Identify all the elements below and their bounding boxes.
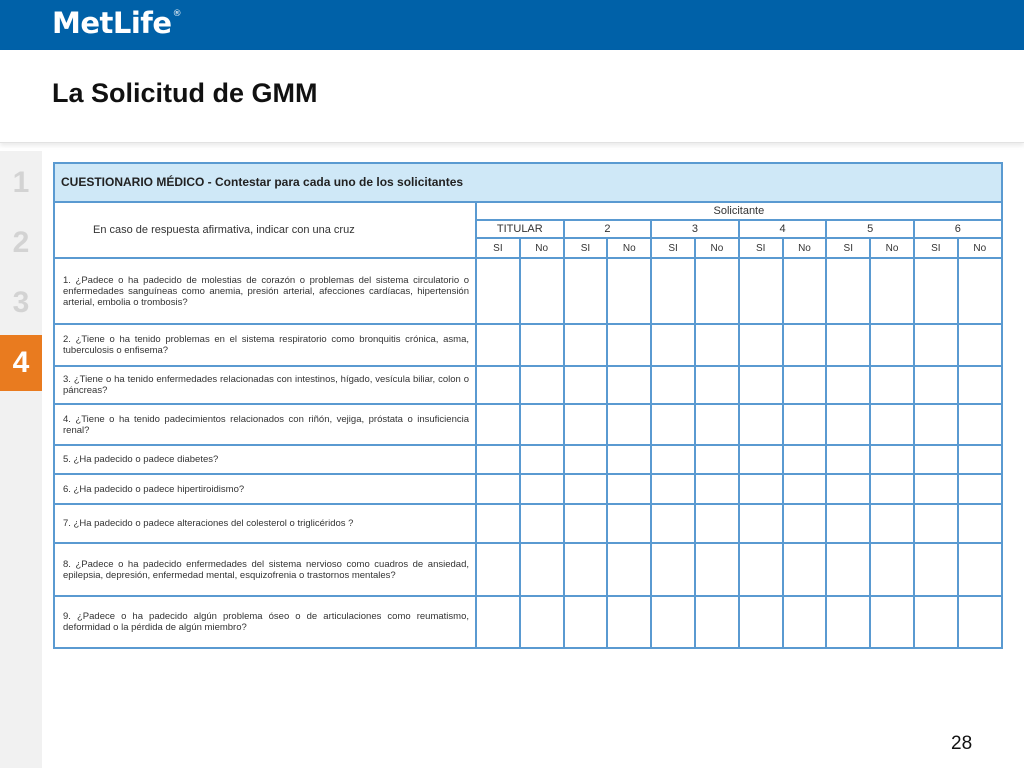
answer-checkbox-cell[interactable]	[914, 543, 958, 596]
si-label: SI	[739, 238, 783, 258]
answer-checkbox-cell[interactable]	[564, 504, 608, 544]
answer-checkbox-cell[interactable]	[826, 324, 870, 366]
step-4: 4	[0, 335, 42, 391]
question-text: 6. ¿Ha padecido o padece hipertiroidismo?	[54, 474, 476, 503]
answer-checkbox-cell[interactable]	[695, 543, 739, 596]
answer-checkbox-cell[interactable]	[958, 445, 1002, 474]
answer-checkbox-cell[interactable]	[958, 474, 1002, 503]
answer-checkbox-cell[interactable]	[739, 543, 783, 596]
answer-checkbox-cell[interactable]	[476, 543, 520, 596]
question-row	[54, 474, 1002, 503]
no-label: No	[870, 238, 914, 258]
answer-checkbox-cell[interactable]	[695, 324, 739, 366]
answer-checkbox-cell[interactable]	[914, 474, 958, 503]
question-row	[54, 258, 1002, 324]
question-text: 1. ¿Padece o ha padecido de molestias de corazón o problemas del sistema circulatorio o enfermedades sanguíneas como anemia, presión arterial, afecciones cardíacas, hipertensión arterial, embolia o trombosis?	[54, 258, 476, 324]
answer-checkbox-cell[interactable]	[870, 366, 914, 405]
answer-checkbox-cell[interactable]	[826, 543, 870, 596]
answer-checkbox-cell[interactable]	[564, 445, 608, 474]
answer-checkbox-cell[interactable]	[607, 404, 651, 445]
answer-checkbox-cell[interactable]	[739, 366, 783, 405]
answer-checkbox-cell[interactable]	[783, 258, 827, 324]
answer-checkbox-cell[interactable]	[870, 474, 914, 503]
question-row	[54, 543, 1002, 596]
no-label: No	[695, 238, 739, 258]
answer-checkbox-cell[interactable]	[914, 258, 958, 324]
answer-checkbox-cell[interactable]	[783, 366, 827, 405]
si-label: SI	[476, 238, 520, 258]
answer-checkbox-cell[interactable]	[958, 258, 1002, 324]
answer-checkbox-cell[interactable]	[870, 543, 914, 596]
answer-checkbox-cell[interactable]	[695, 596, 739, 648]
answer-checkbox-cell[interactable]	[958, 366, 1002, 405]
answer-checkbox-cell[interactable]	[914, 324, 958, 366]
answer-checkbox-cell[interactable]	[870, 404, 914, 445]
question-row	[54, 366, 1002, 405]
answer-checkbox-cell[interactable]	[783, 324, 827, 366]
answer-checkbox-cell[interactable]	[870, 258, 914, 324]
answer-checkbox-cell[interactable]	[958, 543, 1002, 596]
applicant-header: 4	[739, 220, 827, 238]
applicant-header: 3	[651, 220, 739, 238]
answer-checkbox-cell[interactable]	[826, 258, 870, 324]
answer-checkbox-cell[interactable]	[739, 504, 783, 544]
answer-checkbox-cell[interactable]	[607, 258, 651, 324]
medical-questionnaire-table	[53, 162, 1003, 649]
applicant-header: 2	[564, 220, 652, 238]
answer-checkbox-cell[interactable]	[607, 324, 651, 366]
answer-checkbox-cell[interactable]	[958, 596, 1002, 648]
question-text: 4. ¿Tiene o ha tenido padecimientos relacionados con riñón, vejiga, próstata o insuficiencia renal?	[54, 404, 476, 445]
form-heading-row	[54, 163, 1002, 202]
si-label: SI	[914, 238, 958, 258]
answer-checkbox-cell[interactable]	[739, 324, 783, 366]
top-brand-bar	[0, 0, 1024, 50]
answer-checkbox-cell[interactable]	[783, 543, 827, 596]
metlife-logo	[52, 6, 181, 40]
question-text: 2. ¿Tiene o ha tenido problemas en el sistema respiratorio como bronquitis crónica, asma, tuberculosis o enfisema?	[54, 324, 476, 366]
answer-checkbox-cell[interactable]	[651, 543, 695, 596]
answer-checkbox-cell[interactable]	[958, 324, 1002, 366]
answer-checkbox-cell[interactable]	[476, 258, 520, 324]
step-2: 2	[12, 226, 30, 259]
answer-checkbox-cell[interactable]	[607, 504, 651, 544]
no-label: No	[520, 238, 564, 258]
answer-checkbox-cell[interactable]	[870, 445, 914, 474]
answer-checkbox-cell[interactable]	[914, 404, 958, 445]
answer-checkbox-cell[interactable]	[826, 366, 870, 405]
answer-checkbox-cell[interactable]	[520, 504, 564, 544]
answer-checkbox-cell[interactable]	[914, 445, 958, 474]
question-row	[54, 324, 1002, 366]
answer-checkbox-cell[interactable]	[783, 404, 827, 445]
answer-checkbox-cell[interactable]	[651, 504, 695, 544]
answer-checkbox-cell[interactable]	[826, 404, 870, 445]
answer-checkbox-cell[interactable]	[651, 474, 695, 503]
question-text: 9. ¿Padece o ha padecido algún problema óseo o de articulaciones como reumatismo, deformidad o la pérdida de algún miembro?	[54, 596, 476, 648]
answer-checkbox-cell[interactable]	[826, 504, 870, 544]
answer-checkbox-cell[interactable]	[651, 324, 695, 366]
answer-checkbox-cell[interactable]	[826, 474, 870, 503]
answer-checkbox-cell[interactable]	[826, 596, 870, 648]
applicant-header: 6	[914, 220, 1002, 238]
answer-checkbox-cell[interactable]	[958, 504, 1002, 544]
answer-checkbox-cell[interactable]	[651, 366, 695, 405]
title-bar	[0, 50, 1024, 143]
answer-checkbox-cell[interactable]	[476, 474, 520, 503]
answer-checkbox-cell[interactable]	[783, 474, 827, 503]
answer-checkbox-cell[interactable]	[695, 504, 739, 544]
answer-checkbox-cell[interactable]	[520, 366, 564, 405]
registered-mark: ®	[172, 9, 182, 19]
answer-checkbox-cell[interactable]	[826, 445, 870, 474]
answer-checkbox-cell[interactable]	[564, 543, 608, 596]
question-row	[54, 445, 1002, 474]
answer-checkbox-cell[interactable]	[651, 445, 695, 474]
answer-checkbox-cell[interactable]	[520, 258, 564, 324]
answer-checkbox-cell[interactable]	[607, 445, 651, 474]
no-label: No	[607, 238, 651, 258]
answer-checkbox-cell[interactable]	[695, 366, 739, 405]
answer-checkbox-cell[interactable]	[520, 596, 564, 648]
question-text: 8. ¿Padece o ha padecido enfermedades del sistema nervioso como cuadros de ansiedad, epilepsia, depresión, enfermedad mental, esquizofrenia o trastornos mentales?	[54, 543, 476, 596]
si-label: SI	[826, 238, 870, 258]
answer-checkbox-cell[interactable]	[783, 445, 827, 474]
solicitante-label: Solicitante	[476, 202, 1002, 220]
answer-checkbox-cell[interactable]	[870, 324, 914, 366]
answer-checkbox-cell[interactable]	[651, 404, 695, 445]
answer-checkbox-cell[interactable]	[564, 596, 608, 648]
answer-checkbox-cell[interactable]	[739, 596, 783, 648]
answer-checkbox-cell[interactable]	[520, 404, 564, 445]
answer-checkbox-cell[interactable]	[695, 258, 739, 324]
step-sidebar	[0, 151, 42, 768]
form-heading: CUESTIONARIO MÉDICO - Contestar para cada uno de los solicitantes	[54, 163, 1002, 202]
answer-checkbox-cell[interactable]	[739, 445, 783, 474]
answer-checkbox-cell[interactable]	[783, 504, 827, 544]
applicant-header: TITULAR	[476, 220, 564, 238]
answer-checkbox-cell[interactable]	[476, 366, 520, 405]
answer-checkbox-cell[interactable]	[564, 404, 608, 445]
question-text: 3. ¿Tiene o ha tenido enfermedades relacionadas con intestinos, hígado, vesícula biliar, colon o páncreas?	[54, 366, 476, 405]
form-image-area	[42, 151, 1024, 652]
si-label: SI	[564, 238, 608, 258]
answer-checkbox-cell[interactable]	[958, 404, 1002, 445]
no-label: No	[783, 238, 827, 258]
answer-checkbox-cell[interactable]	[651, 596, 695, 648]
answer-checkbox-cell[interactable]	[564, 366, 608, 405]
step-3: 3	[12, 286, 30, 319]
answer-checkbox-cell[interactable]	[476, 596, 520, 648]
answer-checkbox-cell[interactable]	[783, 596, 827, 648]
answer-checkbox-cell[interactable]	[476, 504, 520, 544]
answer-checkbox-cell[interactable]	[520, 324, 564, 366]
answer-checkbox-cell[interactable]	[564, 258, 608, 324]
page-number: 28	[951, 733, 973, 754]
answer-checkbox-cell[interactable]	[695, 445, 739, 474]
question-row	[54, 504, 1002, 544]
answer-checkbox-cell[interactable]	[607, 543, 651, 596]
answer-checkbox-cell[interactable]	[914, 596, 958, 648]
si-label: SI	[651, 238, 695, 258]
answer-checkbox-cell[interactable]	[739, 258, 783, 324]
answer-checkbox-cell[interactable]	[607, 366, 651, 405]
instruction-text: En caso de respuesta afirmativa, indicar con una cruz	[54, 202, 476, 259]
instruction-row	[54, 202, 1002, 220]
question-row	[54, 596, 1002, 648]
answer-checkbox-cell[interactable]	[476, 324, 520, 366]
answer-checkbox-cell[interactable]	[870, 504, 914, 544]
answer-checkbox-cell[interactable]	[607, 474, 651, 503]
answer-checkbox-cell[interactable]	[520, 445, 564, 474]
answer-checkbox-cell[interactable]	[695, 474, 739, 503]
answer-checkbox-cell[interactable]	[607, 596, 651, 648]
answer-checkbox-cell[interactable]	[476, 445, 520, 474]
question-text: 7. ¿Ha padecido o padece alteraciones del colesterol o triglicéridos ?	[54, 504, 476, 544]
question-row	[54, 404, 1002, 445]
answer-checkbox-cell[interactable]	[914, 504, 958, 544]
answer-checkbox-cell[interactable]	[476, 404, 520, 445]
step-1: 1	[12, 166, 30, 199]
no-label: No	[958, 238, 1002, 258]
answer-checkbox-cell[interactable]	[914, 366, 958, 405]
question-text: 5. ¿Ha padecido o padece diabetes?	[54, 445, 476, 474]
answer-checkbox-cell[interactable]	[520, 474, 564, 503]
applicant-header: 5	[826, 220, 914, 238]
answer-checkbox-cell[interactable]	[564, 474, 608, 503]
answer-checkbox-cell[interactable]	[739, 474, 783, 503]
brand-name: MetLife	[52, 6, 172, 40]
page-title: La Solicitud de GMM	[52, 78, 318, 108]
answer-checkbox-cell[interactable]	[564, 324, 608, 366]
answer-checkbox-cell[interactable]	[651, 258, 695, 324]
answer-checkbox-cell[interactable]	[695, 404, 739, 445]
answer-checkbox-cell[interactable]	[739, 404, 783, 445]
answer-checkbox-cell[interactable]	[870, 596, 914, 648]
answer-checkbox-cell[interactable]	[520, 543, 564, 596]
